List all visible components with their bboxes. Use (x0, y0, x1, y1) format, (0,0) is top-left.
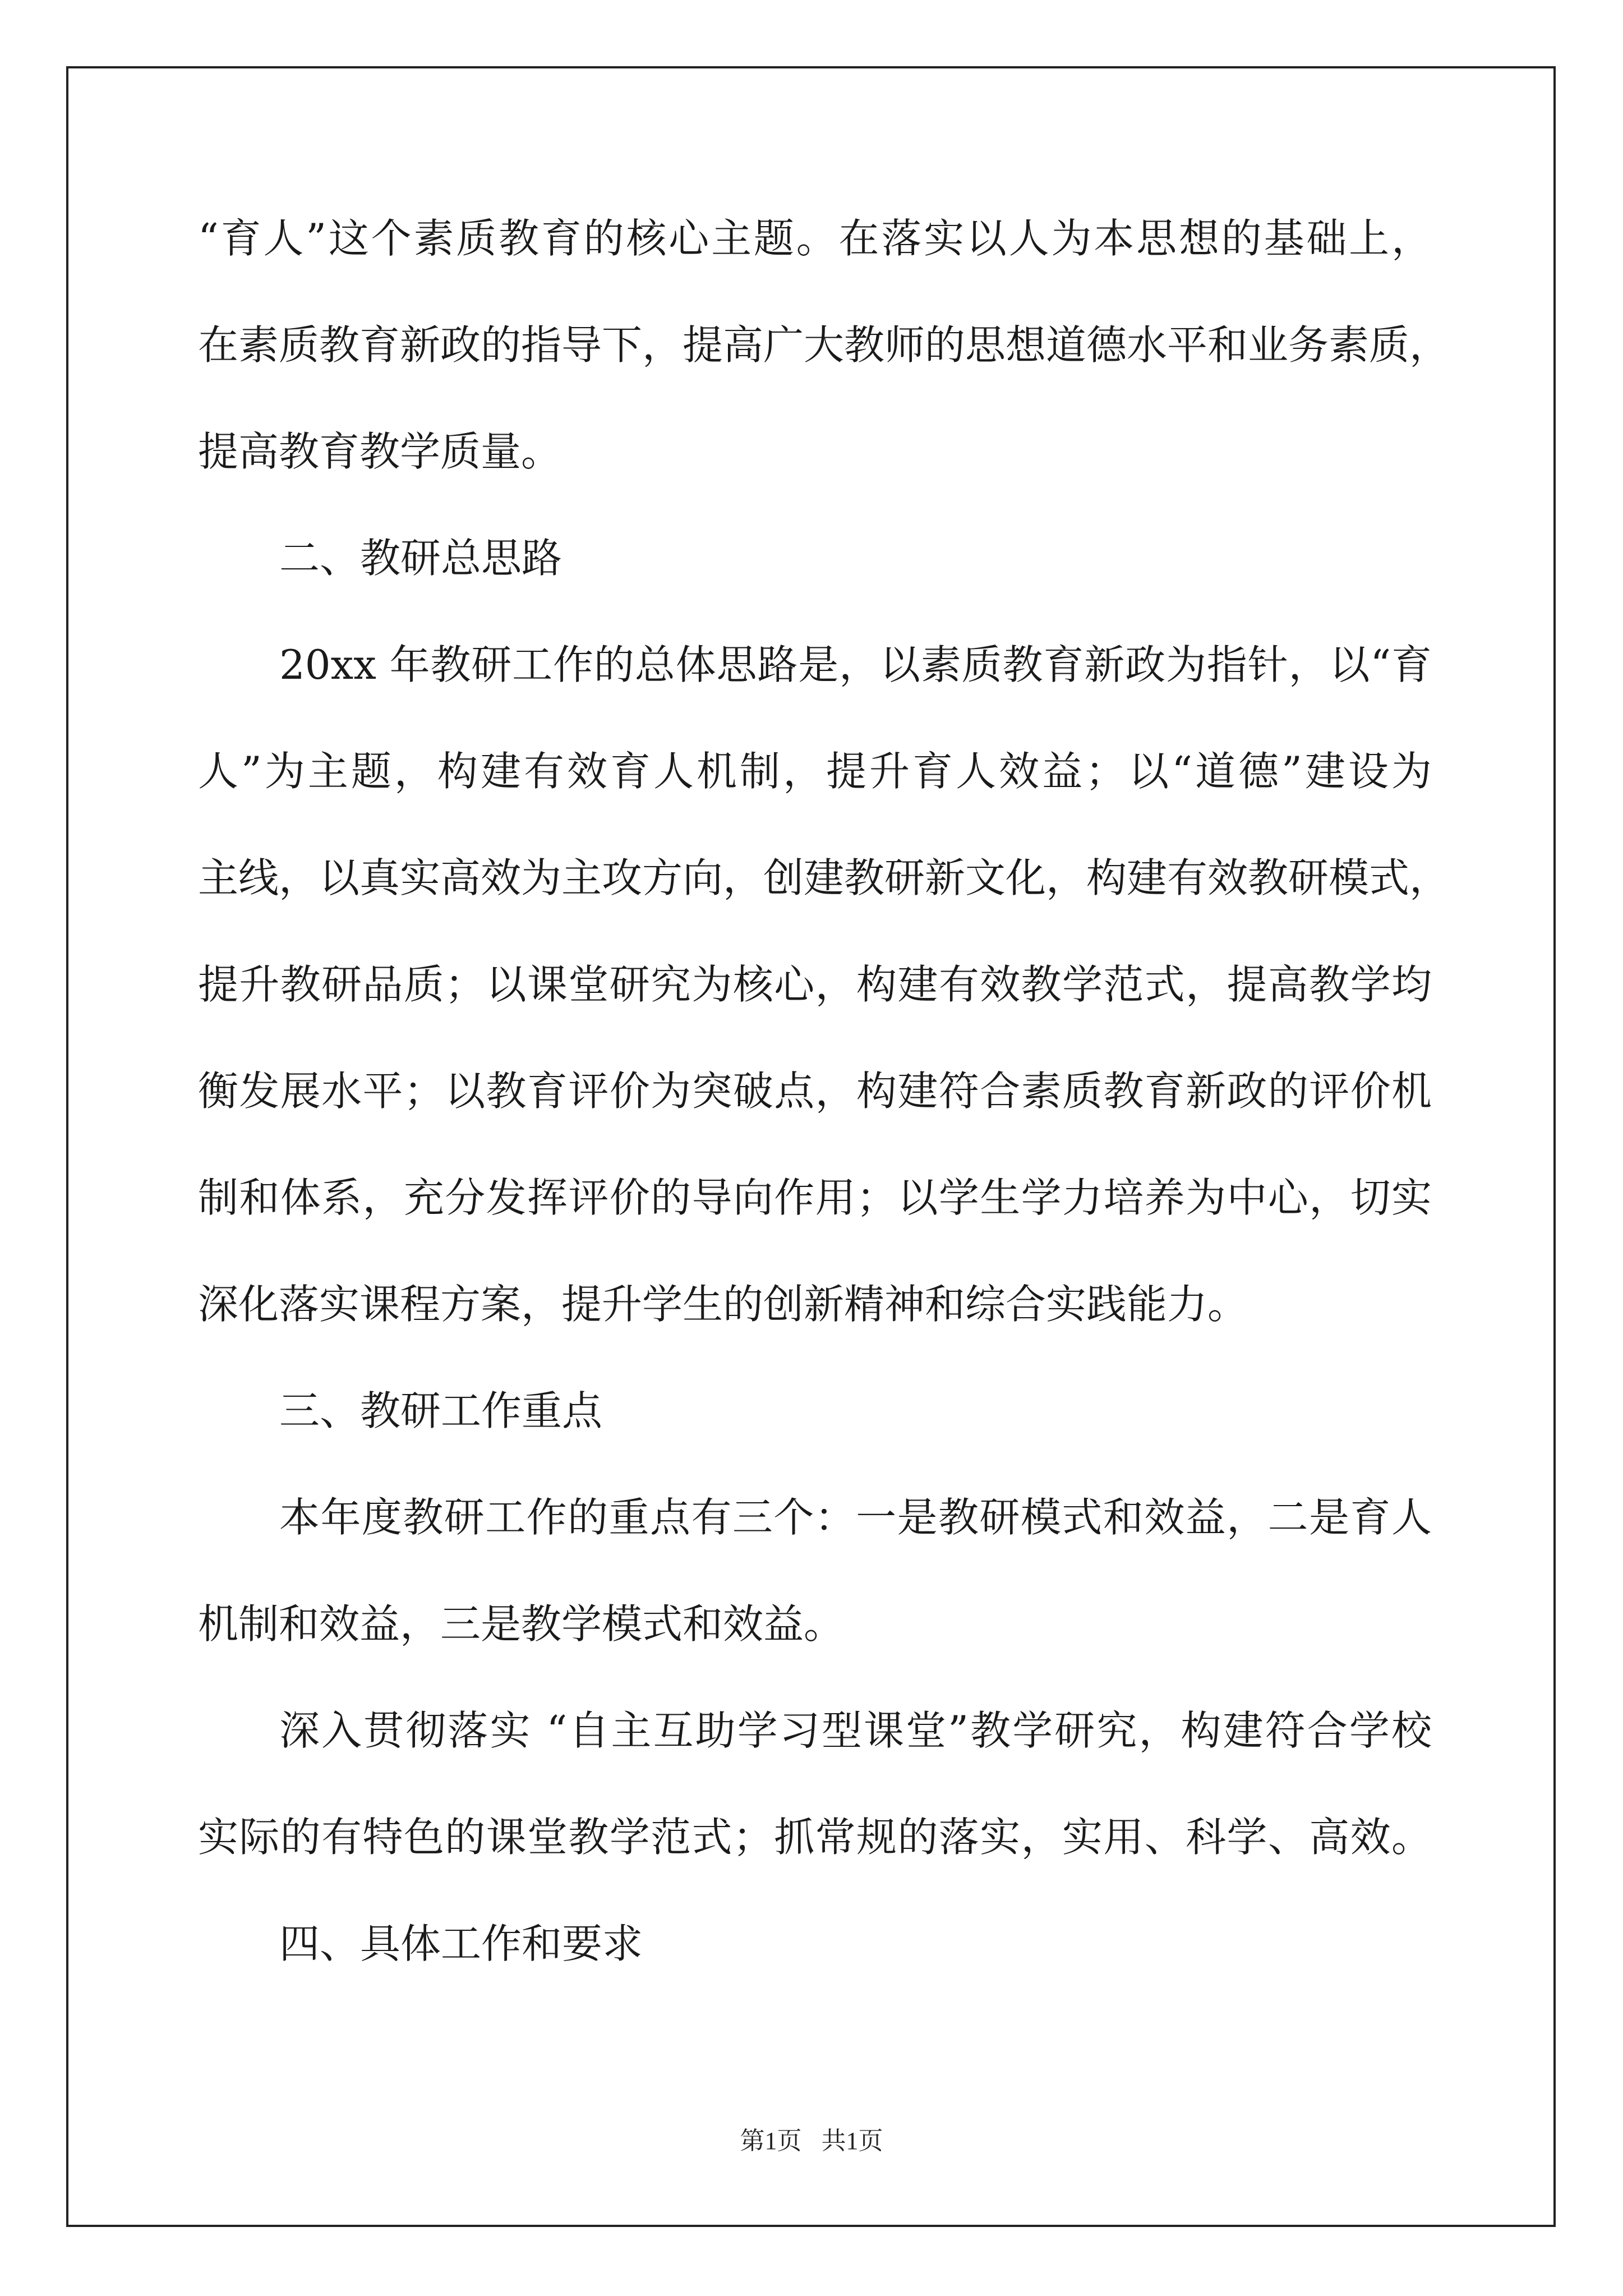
page-number: 第1页 (740, 2127, 802, 2155)
page-total: 共1页 (821, 2127, 883, 2155)
page-footer (0, 2120, 1623, 2156)
paragraph-line: 20xx 年教研工作的总体思路是，以素质教育新政为指针，以“育 (279, 641, 1432, 688)
paragraph-line: 衡发展水平；以教育评价为突破点，构建符合素质教育新政的评价机 (198, 1068, 1432, 1115)
paragraph-line: 本年度教研工作的重点有三个：一是教研模式和效益，二是育人 (279, 1494, 1432, 1541)
paragraph-line: 深化落实课程方案，提升学生的创新精神和综合实践能力。 (198, 1281, 1248, 1328)
paragraph-line: “育人”这个素质教育的核心主题。在落实以人为本思想的基础上， (198, 215, 1432, 262)
paragraph-line: 主线，以真实高效为主攻方向，创建教研新文化，构建有效教研模式， (198, 854, 1450, 901)
paragraph-line: 在素质教育新政的指导下，提高广大教师的思想道德水平和业务素质， (198, 321, 1450, 369)
paragraph-line: 制和体系，充分发挥评价的导向作用；以学生学力培养为中心，切实 (198, 1174, 1432, 1221)
paragraph-line: 机制和效益，三是教学模式和效益。 (198, 1600, 845, 1648)
page-border (66, 66, 1556, 2227)
paragraph-line: 人”为主题，构建有效育人机制，提升育人效益；以“道德”建设为 (198, 748, 1432, 795)
paragraph-line: 深入贯彻落实 “自主互助学习型课堂”教学研究，构建符合学校 (279, 1707, 1432, 1754)
section-heading: 四、具体工作和要求 (279, 1920, 643, 1967)
paragraph-line: 提升教研品质；以课堂研究为核心，构建有效教学范式，提高教学均 (198, 961, 1432, 1008)
section-heading: 二、教研总思路 (279, 535, 562, 582)
paragraph-line: 提高教育教学质量。 (198, 428, 562, 475)
section-heading: 三、教研工作重点 (279, 1387, 603, 1434)
paragraph-line: 实际的有特色的课堂教学范式；抓常规的落实，实用、科学、高效。 (198, 1814, 1432, 1861)
